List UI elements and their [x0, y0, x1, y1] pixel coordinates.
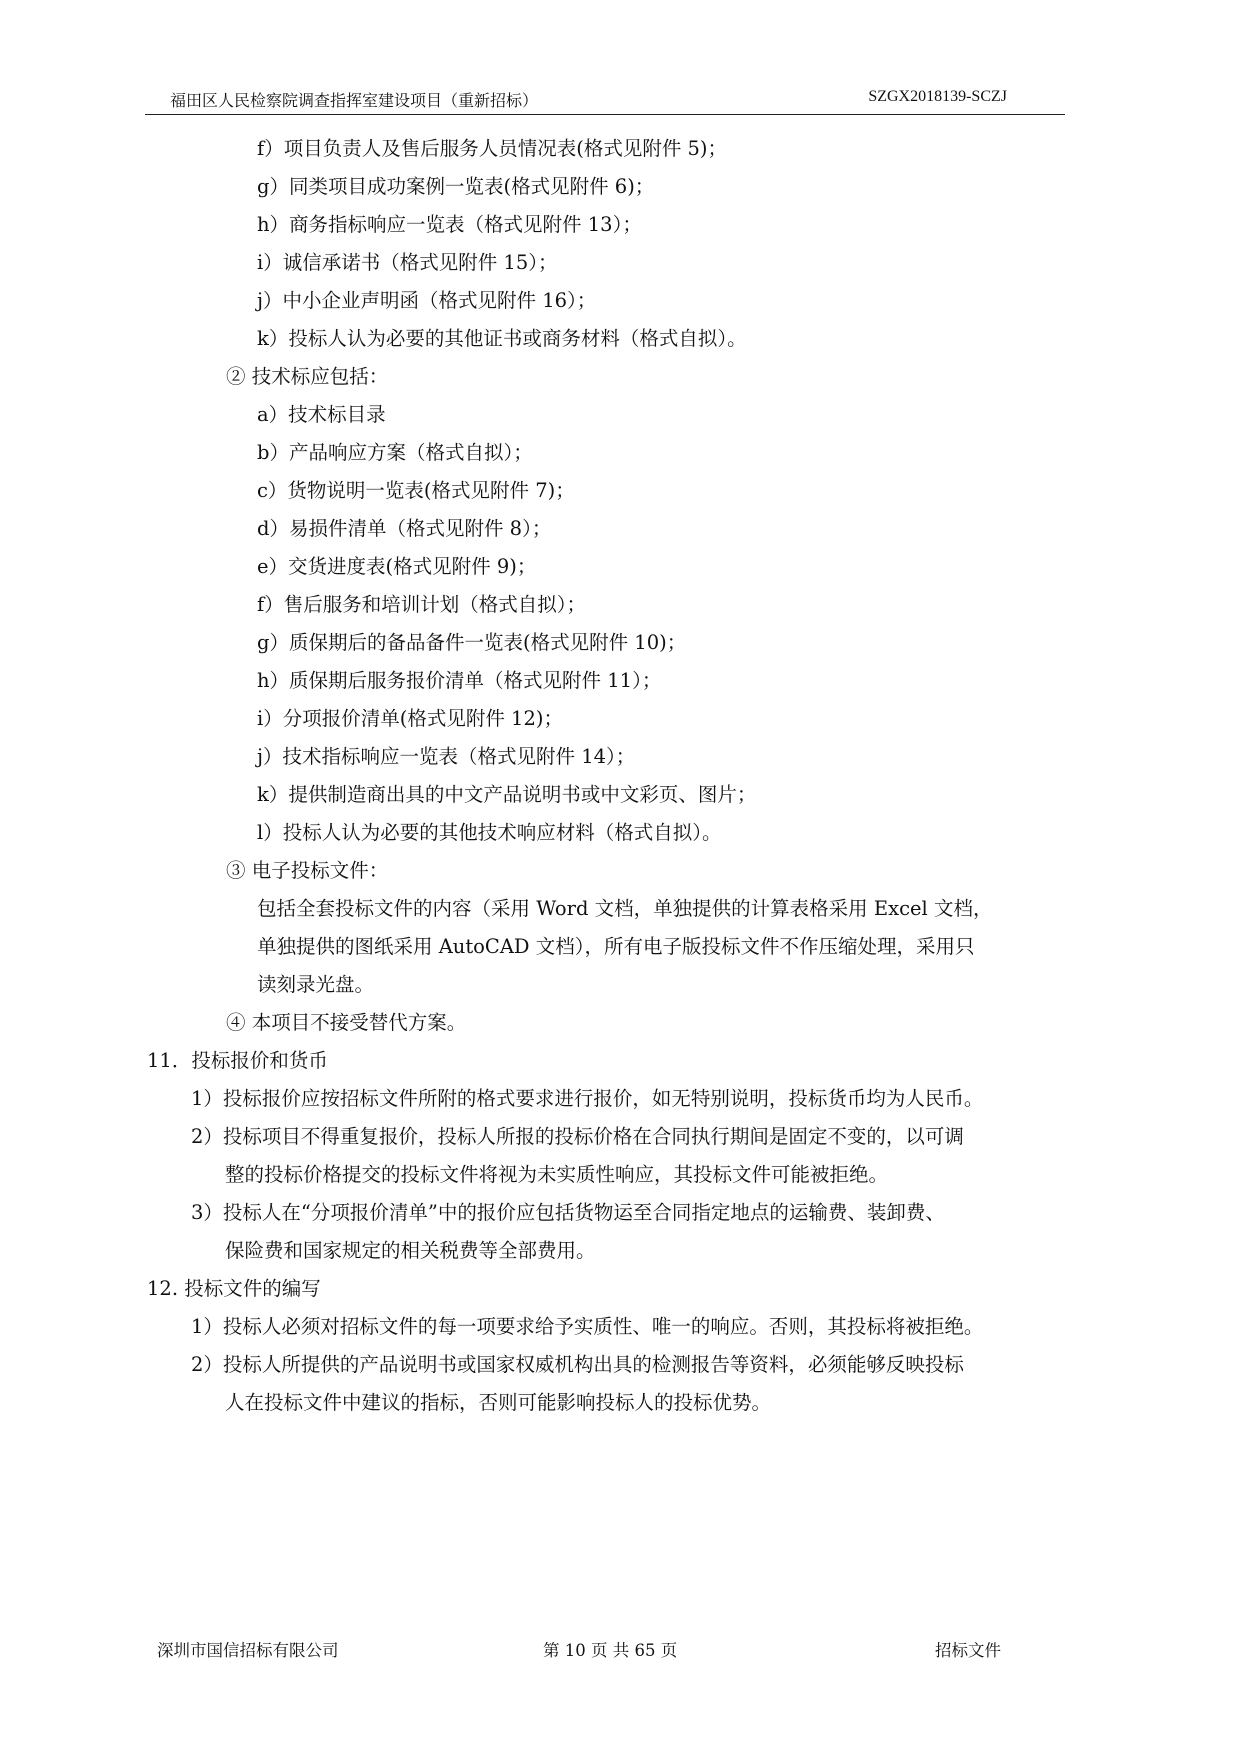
paragraph-line: 2）投标人所提供的产品说明书或国家权威机构出具的检测报告等资料，必须能够反映投标 — [191, 1353, 964, 1376]
footer-doc-type: 招标文件 — [935, 1641, 1001, 1660]
footer-company: 深圳市国信招标有限公司 — [157, 1641, 339, 1660]
paragraph-line: 1）投标人必须对招标文件的每一项要求给予实质性、唯一的响应。否则，其投标将被拒绝。 — [191, 1315, 984, 1338]
list-item: l）投标人认为必要的其他技术响应材料（格式自拟）。 — [257, 821, 722, 844]
list-item: c）货物说明一览表(格式见附件 7)； — [257, 479, 575, 502]
list-item: i）分项报价清单(格式见附件 12)； — [257, 707, 563, 730]
paragraph-line: 读刻录光盘。 — [257, 973, 375, 996]
list-item: k）投标人认为必要的其他证书或商务材料（格式自拟）。 — [257, 327, 747, 350]
section-heading-technical-bid: ② 技术标应包括： — [226, 365, 389, 388]
paragraph-line: 包括全套投标文件的内容（采用 Word 文档，单独提供的计算表格采用 Excel 文档， — [257, 897, 993, 920]
header-project-code: SZGX2018139-SCZJ — [868, 88, 1007, 105]
header-title: 福田区人民检察院调查指挥室建设项目（重新招标） — [170, 91, 539, 110]
page-header — [145, 86, 1065, 115]
page-footer — [0, 1637, 1240, 1661]
paragraph-line: 3）投标人在“分项报价清单”中的报价应包括货物运至合同指定地点的运输费、装卸费、 — [191, 1201, 945, 1224]
list-item: e）交货进度表(格式见附件 9)； — [257, 555, 537, 578]
list-item: k）提供制造商出具的中文产品说明书或中文彩页、图片； — [257, 783, 757, 806]
list-item: h）质保期后服务报价清单（格式见附件 11）； — [257, 669, 662, 692]
section-heading-no-alternatives: ④ 本项目不接受替代方案。 — [226, 1011, 467, 1034]
list-item: g）同类项目成功案例一览表(格式见附件 6)； — [257, 175, 655, 198]
paragraph-line: 2）投标项目不得重复报价，投标人所报的投标价格在合同执行期间是固定不变的，以可调 — [191, 1125, 964, 1148]
list-item: b）产品响应方案（格式自拟）； — [257, 441, 533, 464]
list-item: d）易损件清单（格式见附件 8）； — [257, 517, 552, 540]
list-item: i）诚信承诺书（格式见附件 15）； — [257, 251, 558, 274]
list-item: g）质保期后的备品备件一览表(格式见附件 10)； — [257, 631, 687, 654]
paragraph-line: 人在投标文件中建议的指标，否则可能影响投标人的投标优势。 — [225, 1391, 772, 1414]
list-item: j）中小企业声明函（格式见附件 16）； — [257, 289, 597, 312]
paragraph-line: 整的投标价格提交的投标文件将视为未实质性响应，其投标文件可能被拒绝。 — [225, 1163, 889, 1186]
footer-page-number: 第 10 页 共 65 页 — [543, 1641, 678, 1660]
section-heading-12: 12. 投标文件的编写 — [147, 1277, 321, 1300]
list-item: h）商务指标响应一览表（格式见附件 13）； — [257, 213, 642, 236]
list-item: j）技术指标响应一览表（格式见附件 14）； — [257, 745, 636, 768]
section-heading-11: 11．投标报价和货币 — [147, 1049, 328, 1072]
list-item: f）售后服务和培训计划（格式自拟）； — [257, 593, 586, 616]
list-item: f）项目负责人及售后服务人员情况表(格式见附件 5)； — [257, 137, 728, 160]
paragraph-line: 1）投标报价应按招标文件所附的格式要求进行报价，如无特别说明，投标货币均为人民币。 — [191, 1087, 984, 1110]
paragraph-line: 保险费和国家规定的相关税费等全部费用。 — [225, 1239, 596, 1262]
list-item: a）技术标目录 — [257, 403, 386, 426]
section-heading-electronic-files: ③ 电子投标文件： — [226, 859, 389, 882]
paragraph-line: 单独提供的图纸采用 AutoCAD 文档），所有电子版投标文件不作压缩处理，采用只 — [257, 935, 975, 958]
